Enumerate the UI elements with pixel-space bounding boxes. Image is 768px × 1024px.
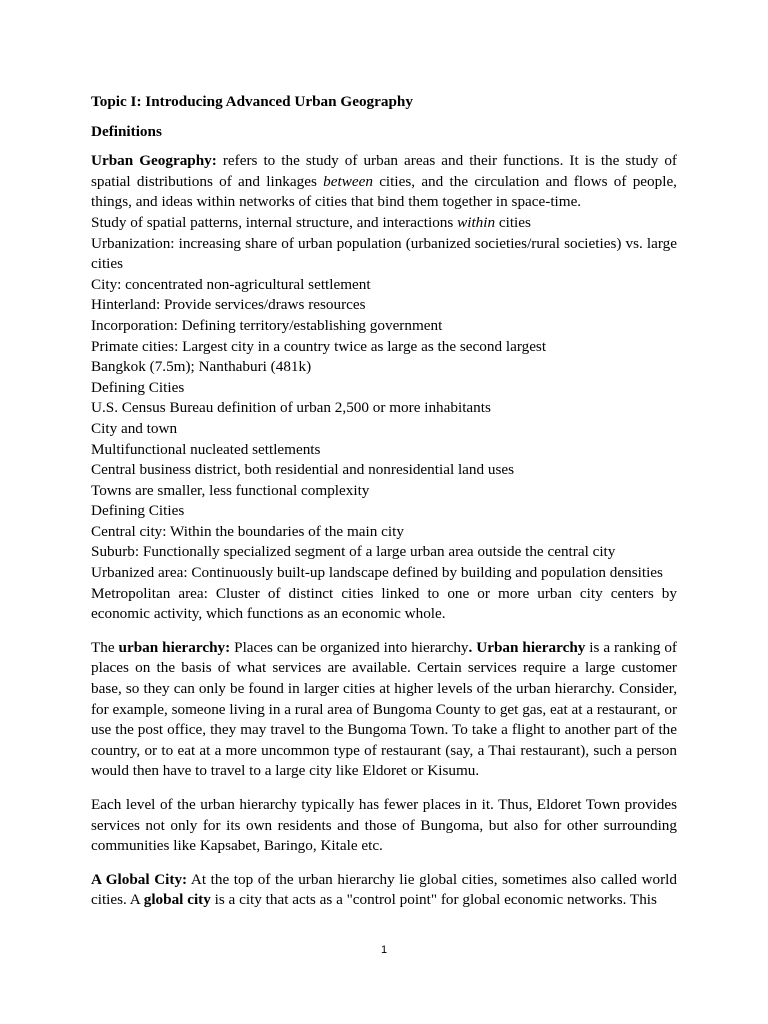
definition-text: refers to the study of urban areas and their functions. It is the study of spatial distributions of and linkages — [91, 152, 677, 190]
definition-line: Hinterland: Provide services/draws resources — [91, 296, 366, 314]
definition-line: Defining Cities — [91, 378, 185, 396]
definition-line: Urbanized area: Continuously built-up landscape defined by building and population densities — [91, 564, 663, 582]
definition-line: Multifunctional nucleated settlements — [91, 440, 321, 458]
definition-line: Central city: Within the boundaries of the main city — [91, 522, 404, 540]
paragraph-lead: The — [91, 638, 119, 656]
paragraph-text: is a ranking of places on the basis of what services are available. Certain services require a large customer base, so they can only be found in larger cities at higher levels of the urban hierarchy. Consider, for example, someone living in a rural area of Bungoma County to get gas, eat at a restaurant, or use the post office, they may travel to the Bungoma Town. To take a flight to another part of the country, or to eat at a more uncommon type of restaurant (say, a Thai restaurant), such a person would then have to travel to a large city like Eldoret or Kisumu. — [91, 638, 677, 780]
urban-geography-definition — [91, 151, 677, 213]
study-line — [91, 213, 677, 234]
term-urban-hierarchy-2: . Urban hierarchy — [468, 638, 586, 656]
term-urban-geography: Urban Geography: — [91, 152, 217, 170]
term-global-city-2: global city — [143, 891, 211, 909]
definition-line: Bangkok (7.5m); Nanthaburi (481k) — [91, 358, 312, 376]
definition-line: Central business district, both residential and nonresidential land uses — [91, 461, 515, 479]
definition-line: U.S. Census Bureau definition of urban 2,500 or more inhabitants — [91, 399, 491, 417]
definition-line: Defining Cities — [91, 502, 185, 520]
definition-line: City: concentrated non-agricultural settlement — [91, 275, 371, 293]
definition-text: cities, and the circulation and flows of people, things, and ideas within networks of cities that bind them together in space-time. — [91, 172, 677, 211]
urban-hierarchy-paragraph — [91, 638, 677, 782]
study-tail: cities — [495, 213, 531, 231]
definition-line: Suburb: Functionally specialized segment of a large urban area outside the central city — [91, 543, 616, 561]
study-text: Study of spatial patterns, internal structure, and interactions — [91, 213, 458, 231]
paragraph-text: is a city that acts as a "control point" for global economic networks. This — [210, 891, 657, 909]
emphasis-between: between — [323, 172, 373, 190]
paragraph-text: At the top of the urban hierarchy lie global cities, sometimes also called world cities. A — [91, 870, 677, 909]
definition-line: Primate cities: Largest city in a country twice as large as the second largest — [91, 337, 547, 355]
definition-line: City and town — [91, 419, 178, 437]
page-number: 1 — [380, 944, 388, 956]
page-content — [91, 92, 677, 911]
emphasis-within: within — [457, 213, 496, 231]
definition-line: Metropolitan area: Cluster of distinct cities linked to one or more urban city centers by economic activity, which functions as an economic whole. — [91, 584, 677, 623]
section-heading: Definitions — [91, 122, 162, 140]
paragraph-text: Places can be organized into hierarchy — [230, 638, 469, 656]
definition-line: Urbanization: increasing share of urban population (urbanized societies/rural societies) vs. large cities — [91, 234, 677, 273]
definition-line: Towns are smaller, less functional complexity — [91, 481, 370, 499]
term-urban-hierarchy: urban hierarchy: — [118, 638, 231, 656]
definition-line: Incorporation: Defining territory/establishing government — [91, 316, 443, 334]
term-global-city: A Global City: — [91, 870, 188, 888]
page-title: Topic I: Introducing Advanced Urban Geography — [91, 93, 413, 110]
global-city-paragraph — [91, 870, 677, 911]
hierarchy-levels-paragraph: Each level of the urban hierarchy typically has fewer places in it. Thus, Eldoret Town provides services not only for its own residents and those of Bungoma, but also for other surrounding communities like Kapsabet, Baringo, Kitale etc. — [91, 796, 677, 855]
